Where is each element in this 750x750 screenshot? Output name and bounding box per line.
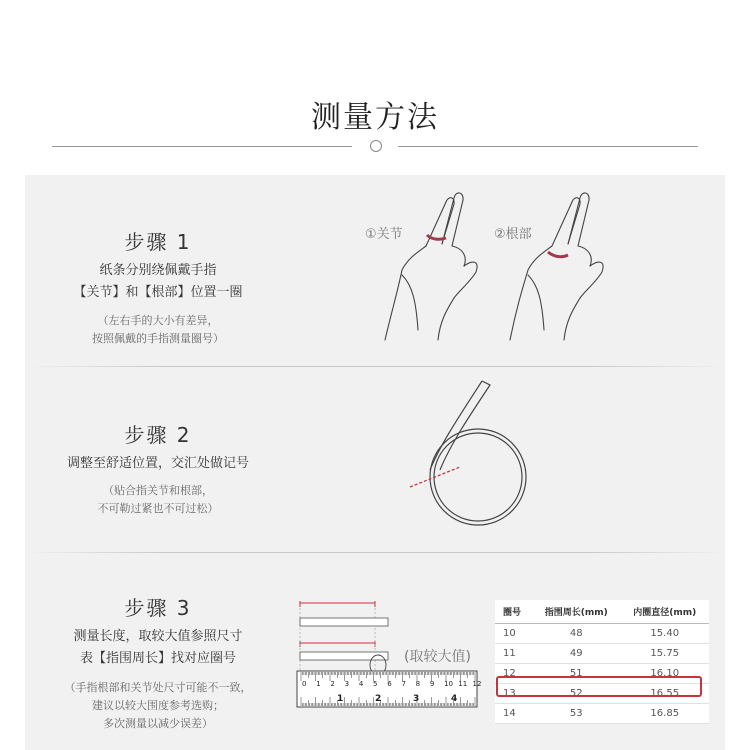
label-finger-base: ②根部: [494, 227, 532, 242]
step2-description: 调整至舒适位置，交汇处做记号: [66, 456, 249, 471]
ruler-number: 5: [373, 680, 378, 688]
ruler-number: 12: [472, 680, 482, 688]
ruler-number: 0: [302, 680, 307, 688]
ruler-cm-number: 3: [413, 694, 420, 704]
ruler-number: 11: [458, 680, 468, 688]
step3-title: 步骤 3: [124, 596, 192, 620]
ruler-body: [297, 671, 477, 707]
section-divider-1: [25, 366, 725, 367]
title-divider-right: [398, 146, 698, 147]
step2-title: 步骤 2: [124, 423, 192, 447]
page-title: 测量方法: [311, 100, 439, 135]
highlight-box: [496, 676, 702, 697]
ruler-cm-number: 2: [375, 694, 382, 704]
label-knuckle: ①关节: [365, 227, 403, 242]
ruler-cm-number: 1: [337, 694, 344, 704]
title-divider-left: [52, 146, 352, 147]
paper-loop-illustration: [400, 375, 540, 530]
step1-description: 纸条分别绕佩戴手指 【关节】和【根部】位置一圈: [73, 263, 243, 300]
table-row: 11 49 15.75: [495, 644, 709, 664]
ruler-number: 3: [344, 680, 350, 688]
ruler-number: 7: [401, 680, 406, 688]
ruler-illustration: [295, 598, 490, 710]
ring-base-icon: [548, 252, 568, 257]
table-row: 14 53 16.85: [495, 704, 709, 724]
divider-ring-icon: [370, 140, 382, 152]
step3-note: （手指根部和关节处尺寸可能不一致， 建议以较大围度参考选购； 多次测量以减少误差）: [64, 681, 252, 730]
hands-illustration: [360, 180, 610, 350]
ruler-number: 9: [429, 680, 435, 688]
ruler-number: 6: [387, 680, 392, 688]
step1-note: （左右手的大小有差异， 按照佩戴的手指测量圈号）: [92, 314, 224, 345]
ruler-number: 1: [316, 680, 321, 688]
size-table: [495, 600, 709, 724]
table-row: 12 51 16.10: [495, 664, 709, 684]
ring-knuckle-icon: [427, 235, 446, 239]
header-ring-size: 圈号: [495, 600, 532, 624]
section-divider-2: [25, 552, 725, 553]
ruler-number: 10: [444, 680, 454, 688]
hand-base-icon: [510, 193, 603, 340]
size-table-header: [495, 600, 709, 624]
ruler-cm-number: 4: [451, 694, 458, 704]
hand-knuckle-icon: [385, 193, 477, 340]
table-row-highlighted: 13 52 16.55: [495, 684, 709, 704]
step2-note: （贴合指关节和根部， 不可勒过紧也不可过松）: [97, 484, 219, 515]
ruler-number: 2: [330, 680, 335, 688]
paper-strip-1: [300, 618, 388, 626]
table-row: 10 48 15.40: [495, 624, 709, 644]
ruler-label: (取较大值): [404, 649, 471, 665]
step1-title: 步骤 1: [124, 230, 192, 254]
ruler-number: 4: [358, 680, 364, 688]
step3-description: 测量长度，取较大值参照尺寸 表【指围周长】找对应圈号: [73, 629, 243, 666]
header-circumference: 指围周长(mm): [532, 600, 620, 624]
header-inner-diameter: 内圈直径(mm): [620, 600, 709, 624]
ruler-number: 8: [415, 680, 421, 688]
